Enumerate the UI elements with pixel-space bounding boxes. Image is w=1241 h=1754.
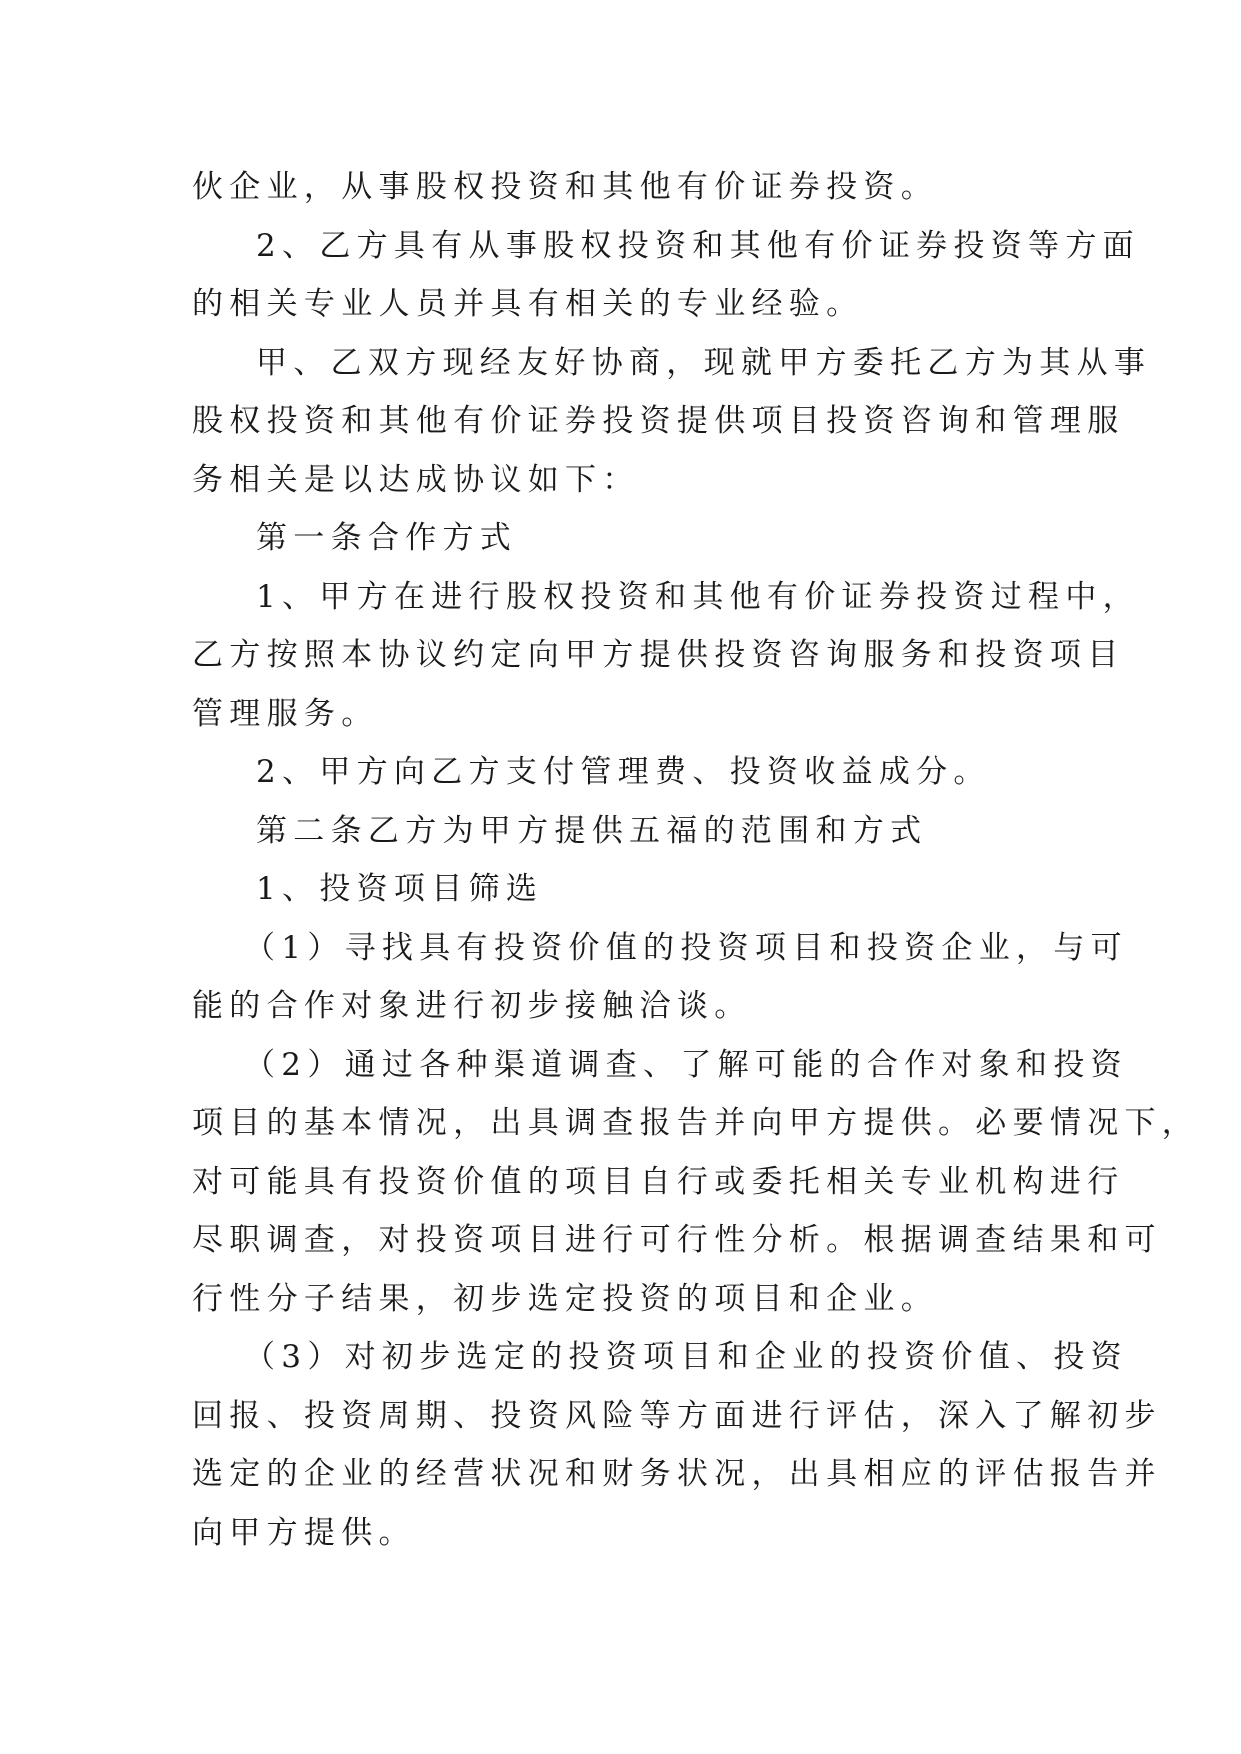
text-line-22: 回报、投资周期、投资风险等方面进行评估，深入了解初步 (192, 1397, 1162, 1434)
text-line-3: 的相关专业人员并具有相关的专业经验。 (192, 286, 864, 322)
subsection-heading-1: 1、投资项目筛选 (256, 871, 544, 907)
text-line-5: 股权投资和其他有价证券投资提供项目投资咨询和管理服 (192, 403, 1125, 439)
text-line-11: 2、甲方向乙方支付管理费、投资收益成分。 (256, 754, 991, 790)
text-line-17: 项目的基本情况，出具调查报告并向甲方提供。必要情况下， (192, 1105, 1200, 1141)
text-line-21: （3）对初步选定的投资项目和企业的投资价值、投资 (244, 1339, 1128, 1375)
text-line-20: 行性分子结果，初步选定投资的项目和企业。 (192, 1280, 938, 1317)
text-line-23: 选定的企业的经营状况和财务状况，出具相应的评估报告并 (192, 1456, 1162, 1492)
text-line-24: 向甲方提供。 (192, 1514, 416, 1551)
text-line-15: 能的合作对象进行初步接触洽谈。 (192, 988, 752, 1024)
text-line-9: 乙方按照本协议约定向甲方提供投资咨询服务和投资项目 (192, 637, 1125, 673)
text-line-16: （2）通过各种渠道调查、了解可能的合作对象和投资 (244, 1046, 1128, 1083)
text-line-6: 务相关是以达成协议如下： (192, 461, 640, 498)
text-line-2: 2、乙方具有从事股权投资和其他有价证券投资等方面 (256, 227, 1140, 264)
text-line-1: 伙企业，从事股权投资和其他有价证券投资。 (192, 169, 938, 205)
text-line-10: 管理服务。 (192, 695, 379, 732)
document-page (192, 158, 1200, 1562)
text-line-14: （1）寻找具有投资价值的投资项目和投资企业，与可 (244, 929, 1128, 966)
section-heading-1: 第一条合作方式 (256, 520, 518, 556)
section-heading-2: 第二条乙方为甲方提供五福的范围和方式 (256, 812, 928, 849)
text-line-4: 甲、乙双方现经友好协商，现就甲方委托乙方为其从事 (256, 344, 1152, 381)
text-line-19: 尽职调查，对投资项目进行可行性分析。根据调查结果和可 (192, 1222, 1162, 1258)
text-line-18: 对可能具有投资价值的项目自行或委托相关专业机构进行 (192, 1163, 1125, 1200)
text-line-8: 1、甲方在进行股权投资和其他有价证券投资过程中， (256, 578, 1140, 615)
